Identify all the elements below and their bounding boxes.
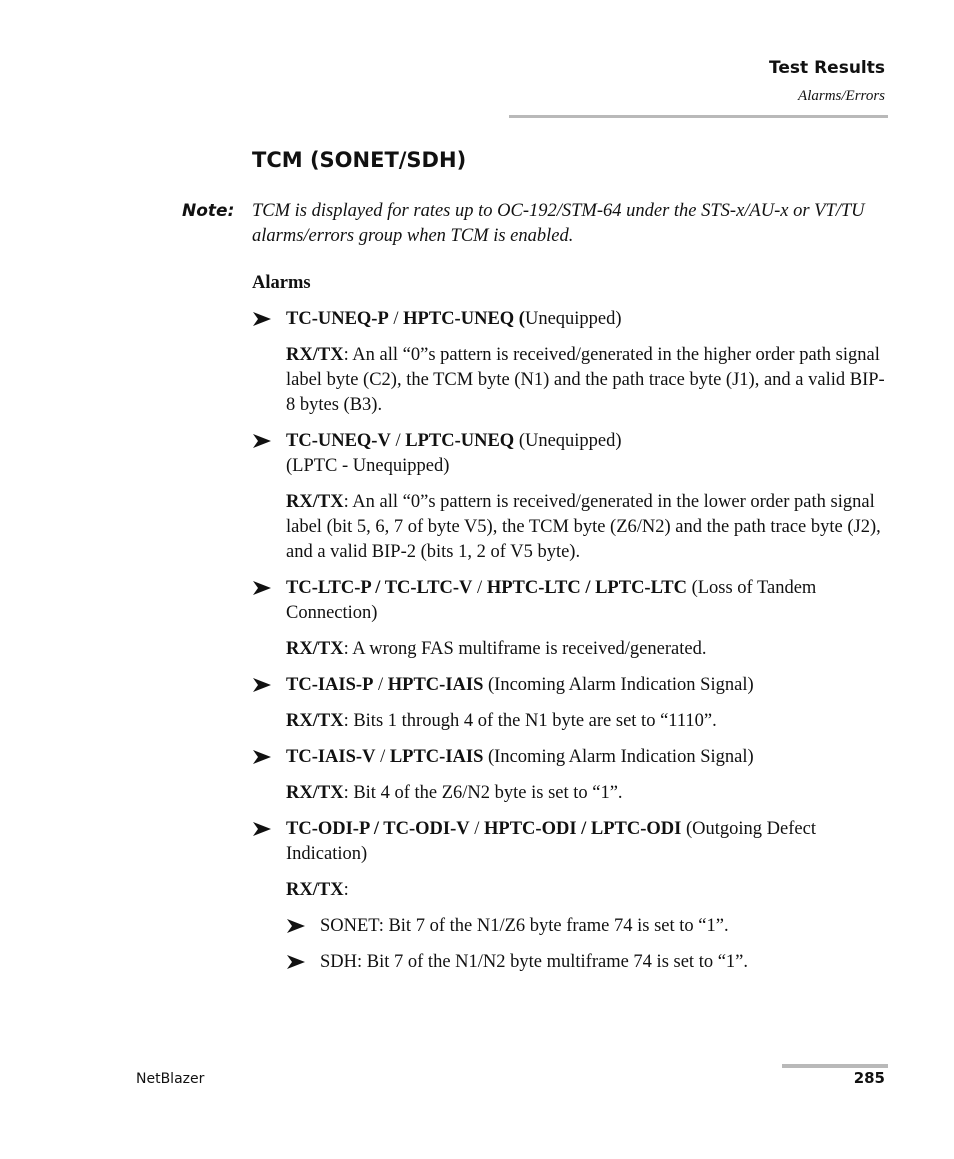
sub-item (252, 950, 888, 975)
alarm-name-text: / (472, 578, 487, 598)
alarm-name: TC-ODI-P / TC-ODI-V (286, 819, 470, 839)
bullet-arrow-icon (252, 579, 272, 597)
section-title: TCM (SONET/SDH) (252, 148, 467, 172)
note-text: TCM is displayed for rates up to OC-192/STM-64 under the STS-x/AU-x or VT/TU alarms/errors group when TCM is enabled. (252, 201, 865, 246)
footer-product: NetBlazer (136, 1071, 205, 1087)
rxtx-label: RX/TX (286, 711, 344, 731)
alarm-name-text: (Incoming Alarm Indication Signal) (483, 675, 754, 695)
description-text: : Bit 4 of the Z6/N2 byte is set to “1”. (343, 783, 623, 803)
alarm-name: TC-UNEQ-V (286, 431, 391, 451)
sub-item-text: SONET: Bit 7 of the N1/Z6 byte frame 74 is set to “1”. (320, 916, 729, 936)
alarm-name: TC-IAIS-V (286, 747, 376, 767)
alarm-name-text: Unequipped) (524, 309, 622, 329)
alarm-name-text: (LPTC - Unequipped) (286, 456, 450, 476)
alarm-name-text: / (388, 309, 404, 329)
description-text: : Bits 1 through 4 of the N1 byte are set to “1110”. (343, 711, 717, 731)
alarms-content (252, 271, 888, 986)
header-subtitle: Alarms/Errors (798, 88, 885, 104)
rxtx-label: RX/TX (286, 783, 344, 803)
bullet-arrow-icon (286, 917, 306, 935)
sub-item-text: SDH: Bit 7 of the N1/N2 byte multiframe 74 is set to “1”. (320, 952, 749, 972)
sub-item (252, 914, 888, 939)
alarm-name-text: / (469, 819, 485, 839)
header-rule (509, 115, 888, 118)
bullet-arrow-icon (252, 432, 272, 450)
alarm-list (252, 307, 888, 975)
alarm-name: HPTC-UNEQ ( (403, 309, 525, 329)
alarm-name: TC-LTC-P / TC-LTC-V (286, 578, 473, 598)
alarm-name: TC-IAIS-P (286, 675, 374, 695)
bullet-arrow-icon (286, 953, 306, 971)
alarm-item (252, 673, 888, 698)
header-title: Test Results (769, 58, 885, 78)
alarm-description (252, 490, 888, 565)
rxtx-label: RX/TX (286, 345, 344, 365)
description-text: : (343, 880, 349, 900)
bullet-arrow-icon (252, 748, 272, 766)
footer-rule (782, 1064, 888, 1068)
alarm-item (252, 429, 888, 479)
alarm-name-text: / (375, 747, 390, 767)
alarm-name: HPTC-LTC / LPTC-LTC (486, 578, 687, 598)
description-text: : An all “0”s pattern is received/generated in the higher order path signal label byte (C2), the TCM byte (N1) and the path trace byte (J1), and a valid BIP-8 bytes (B3). (286, 345, 885, 415)
rxtx-label: RX/TX (286, 880, 344, 900)
rxtx-label: RX/TX (286, 492, 344, 512)
alarm-name-text: / (390, 431, 406, 451)
alarm-name: LPTC-IAIS (389, 747, 484, 767)
alarm-item (252, 745, 888, 770)
alarm-description (252, 343, 888, 418)
alarms-heading: Alarms (252, 273, 311, 293)
alarm-description (252, 709, 888, 734)
alarm-description (252, 878, 888, 903)
alarm-item (252, 307, 888, 332)
bullet-arrow-icon (252, 676, 272, 694)
alarm-name-text: (Outgoing Defect Indication) (286, 819, 816, 864)
bullet-arrow-icon (252, 820, 272, 838)
alarm-name-text: (Incoming Alarm Indication Signal) (483, 747, 754, 767)
alarm-name-text: (Unequipped) (514, 431, 622, 451)
description-text: : A wrong FAS multiframe is received/generated. (343, 639, 707, 659)
alarm-name: HPTC-IAIS (387, 675, 484, 695)
description-text: : An all “0”s pattern is received/generated in the lower order path signal label (bit 5, 6, 7 of byte V5), the TCM byte (Z6/N2) and the path trace byte (J2), and a valid BIP-2 (bits 1, 2 of V5 byte). (286, 492, 881, 562)
alarm-item (252, 817, 888, 867)
rxtx-label: RX/TX (286, 639, 344, 659)
alarm-description (252, 637, 888, 662)
alarm-description (252, 781, 888, 806)
alarm-name: TC-UNEQ-P (286, 309, 389, 329)
alarm-name-text: / (373, 675, 388, 695)
alarm-item (252, 576, 888, 626)
page-number: 285 (853, 1069, 885, 1087)
note-label: Note: (182, 201, 235, 221)
alarm-name: HPTC-ODI / LPTC-ODI (484, 819, 682, 839)
alarm-name-text: (Loss of Tandem Connection) (286, 578, 817, 623)
bullet-arrow-icon (252, 310, 272, 328)
alarm-name: LPTC-UNEQ (405, 431, 515, 451)
